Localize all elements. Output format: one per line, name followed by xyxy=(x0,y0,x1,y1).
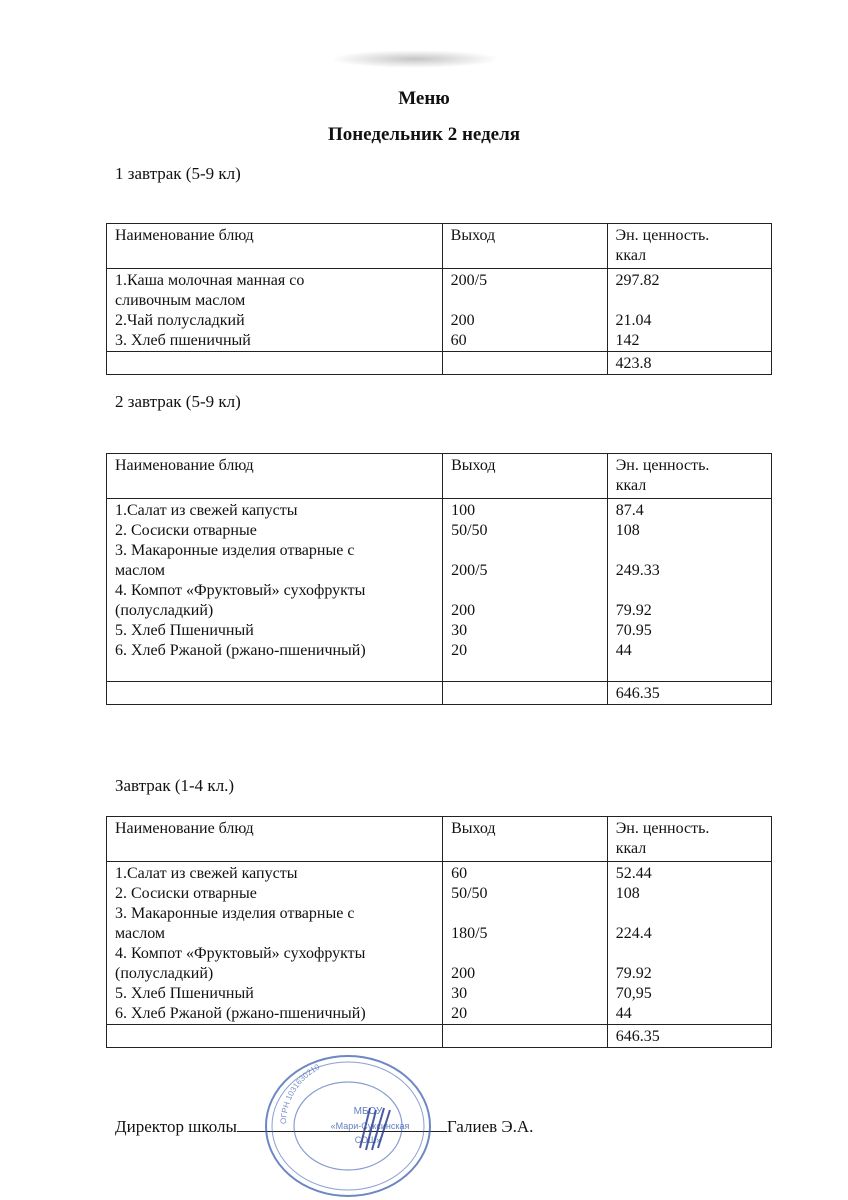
svg-text:«Мари-Суксинская: «Мари-Суксинская xyxy=(330,1121,410,1131)
menu-table-breakfast-2 xyxy=(106,453,772,705)
dish-output: 200/5 xyxy=(451,562,488,579)
section-label-breakfast-2: 2 завтрак (5-9 кл) xyxy=(115,392,241,411)
director-name: Галиев Э.А. xyxy=(446,1117,534,1136)
dish-names-cell xyxy=(107,862,443,1025)
dish-output-cell xyxy=(442,269,607,352)
dish-energy: 44 xyxy=(615,642,632,659)
dish-energy: 21.04 xyxy=(615,312,652,329)
dish-energy: 44 xyxy=(615,1005,632,1022)
header-name: Наименование блюд xyxy=(107,454,443,499)
dish-output: 200/5 xyxy=(450,272,488,289)
school-stamp xyxy=(262,1050,434,1198)
dish-output: 30 xyxy=(451,985,468,1002)
header-energy: Эн. ценность. ккал xyxy=(607,817,771,862)
dish-output: 60 xyxy=(451,865,468,882)
total-row xyxy=(107,682,772,705)
dish-name: 2. Сосиски отварные xyxy=(115,522,257,539)
dish-name: 4. Компот «Фруктовый» сухофрукты xyxy=(115,945,366,962)
section-label-breakfast-1-4: Завтрак (1-4 кл.) xyxy=(115,776,235,795)
dish-output: 50/50 xyxy=(451,522,488,539)
dish-output: 200 xyxy=(451,965,476,982)
dish-name: 5. Хлеб Пшеничный xyxy=(115,985,254,1002)
dish-output: 180/5 xyxy=(451,925,488,942)
dish-name: маслом xyxy=(115,925,166,942)
dish-name: 3. Хлеб пшеничный xyxy=(115,332,251,349)
header-name: Наименование блюд xyxy=(107,817,443,862)
dish-output: 60 xyxy=(450,332,467,349)
page-title: Меню xyxy=(398,88,450,109)
dish-output: 200 xyxy=(451,602,476,619)
dish-name: 6. Хлеб Ржаной (ржано-пшеничный) xyxy=(115,642,366,659)
dish-name: 2. Сосиски отварные xyxy=(115,885,257,902)
dish-output-cell xyxy=(443,499,608,682)
dish-energy: 87.4 xyxy=(615,502,644,519)
dish-names-cell xyxy=(107,269,443,352)
dish-output: 20 xyxy=(451,642,468,659)
dish-name: 1.Салат из свежей капусты xyxy=(115,865,298,882)
dish-energy: 108 xyxy=(615,522,640,539)
svg-text:МБОУ: МБОУ xyxy=(353,1106,383,1117)
dish-output: 200 xyxy=(450,312,475,329)
dish-output-cell xyxy=(443,862,608,1025)
dish-energy: 297.82 xyxy=(615,272,660,289)
dish-output: 100 xyxy=(451,502,476,519)
header-name: Наименование блюд xyxy=(107,224,443,269)
total-energy: 646.35 xyxy=(607,1025,771,1048)
total-energy: 423.8 xyxy=(607,352,771,375)
dish-energy: 108 xyxy=(615,885,640,902)
header-energy: Эн. ценность. ккал xyxy=(607,454,771,499)
dish-energy: 79.92 xyxy=(615,602,652,619)
dish-name: 3. Макаронные изделия отварные с xyxy=(115,905,355,922)
page-subtitle: Понедельник 2 неделя xyxy=(327,124,521,145)
section-label-breakfast-1: 1 завтрак (5-9 кл) xyxy=(115,164,241,183)
dish-name: (полусладкий) xyxy=(115,602,214,619)
header-output: Выход xyxy=(443,817,608,862)
total-energy: 646.35 xyxy=(607,682,771,705)
table-row xyxy=(107,862,772,1025)
dish-energy: 70,95 xyxy=(615,985,652,1002)
total-row xyxy=(107,1025,772,1048)
dish-energy: 249.33 xyxy=(615,562,660,579)
dish-energy-cell xyxy=(607,862,771,1025)
svg-text:ОГРН 1031630210: ОГРН 1031630210 xyxy=(278,1062,322,1125)
dish-energy: 70.95 xyxy=(615,622,652,639)
dish-name: 1.Салат из свежей капусты xyxy=(115,502,298,519)
dish-energy: 224.4 xyxy=(615,925,652,942)
dish-name: (полусладкий) xyxy=(115,965,214,982)
dish-name: маслом xyxy=(115,562,166,579)
dish-energy-cell xyxy=(607,269,771,352)
header-output: Выход xyxy=(442,224,607,269)
table-header-row xyxy=(107,454,772,499)
table-header-row xyxy=(107,224,772,269)
dish-name: 6. Хлеб Ржаной (ржано-пшеничный) xyxy=(115,1005,366,1022)
menu-table-breakfast-1 xyxy=(106,223,772,375)
dish-energy: 79.92 xyxy=(615,965,652,982)
dish-energy-cell xyxy=(607,499,771,682)
dish-name: 2.Чай полусладкий xyxy=(115,312,245,329)
dish-energy: 142 xyxy=(615,332,640,349)
dish-name: 4. Компот «Фруктовый» сухофрукты xyxy=(115,582,366,599)
table-row xyxy=(107,499,772,682)
header-energy: Эн. ценность. ккал xyxy=(607,224,771,269)
total-row xyxy=(107,352,772,375)
dish-output: 30 xyxy=(451,622,468,639)
director-role: Директор школы xyxy=(115,1117,237,1136)
header-output: Выход xyxy=(443,454,608,499)
dish-name: сливочным маслом xyxy=(115,292,246,309)
dish-name: 3. Макаронные изделия отварные с xyxy=(115,542,355,559)
dish-name: 1.Каша молочная манная со xyxy=(115,272,305,289)
svg-text:СОШ»: СОШ» xyxy=(354,1135,382,1145)
dish-name: 5. Хлеб Пшеничный xyxy=(115,622,254,639)
table-row xyxy=(107,269,772,352)
dish-names-cell xyxy=(107,499,443,682)
dish-output: 20 xyxy=(451,1005,468,1022)
table-header-row xyxy=(107,817,772,862)
dish-output: 50/50 xyxy=(451,885,488,902)
dish-energy: 52.44 xyxy=(615,865,652,882)
scan-smudge xyxy=(330,50,500,68)
menu-table-breakfast-1-4 xyxy=(106,816,772,1048)
